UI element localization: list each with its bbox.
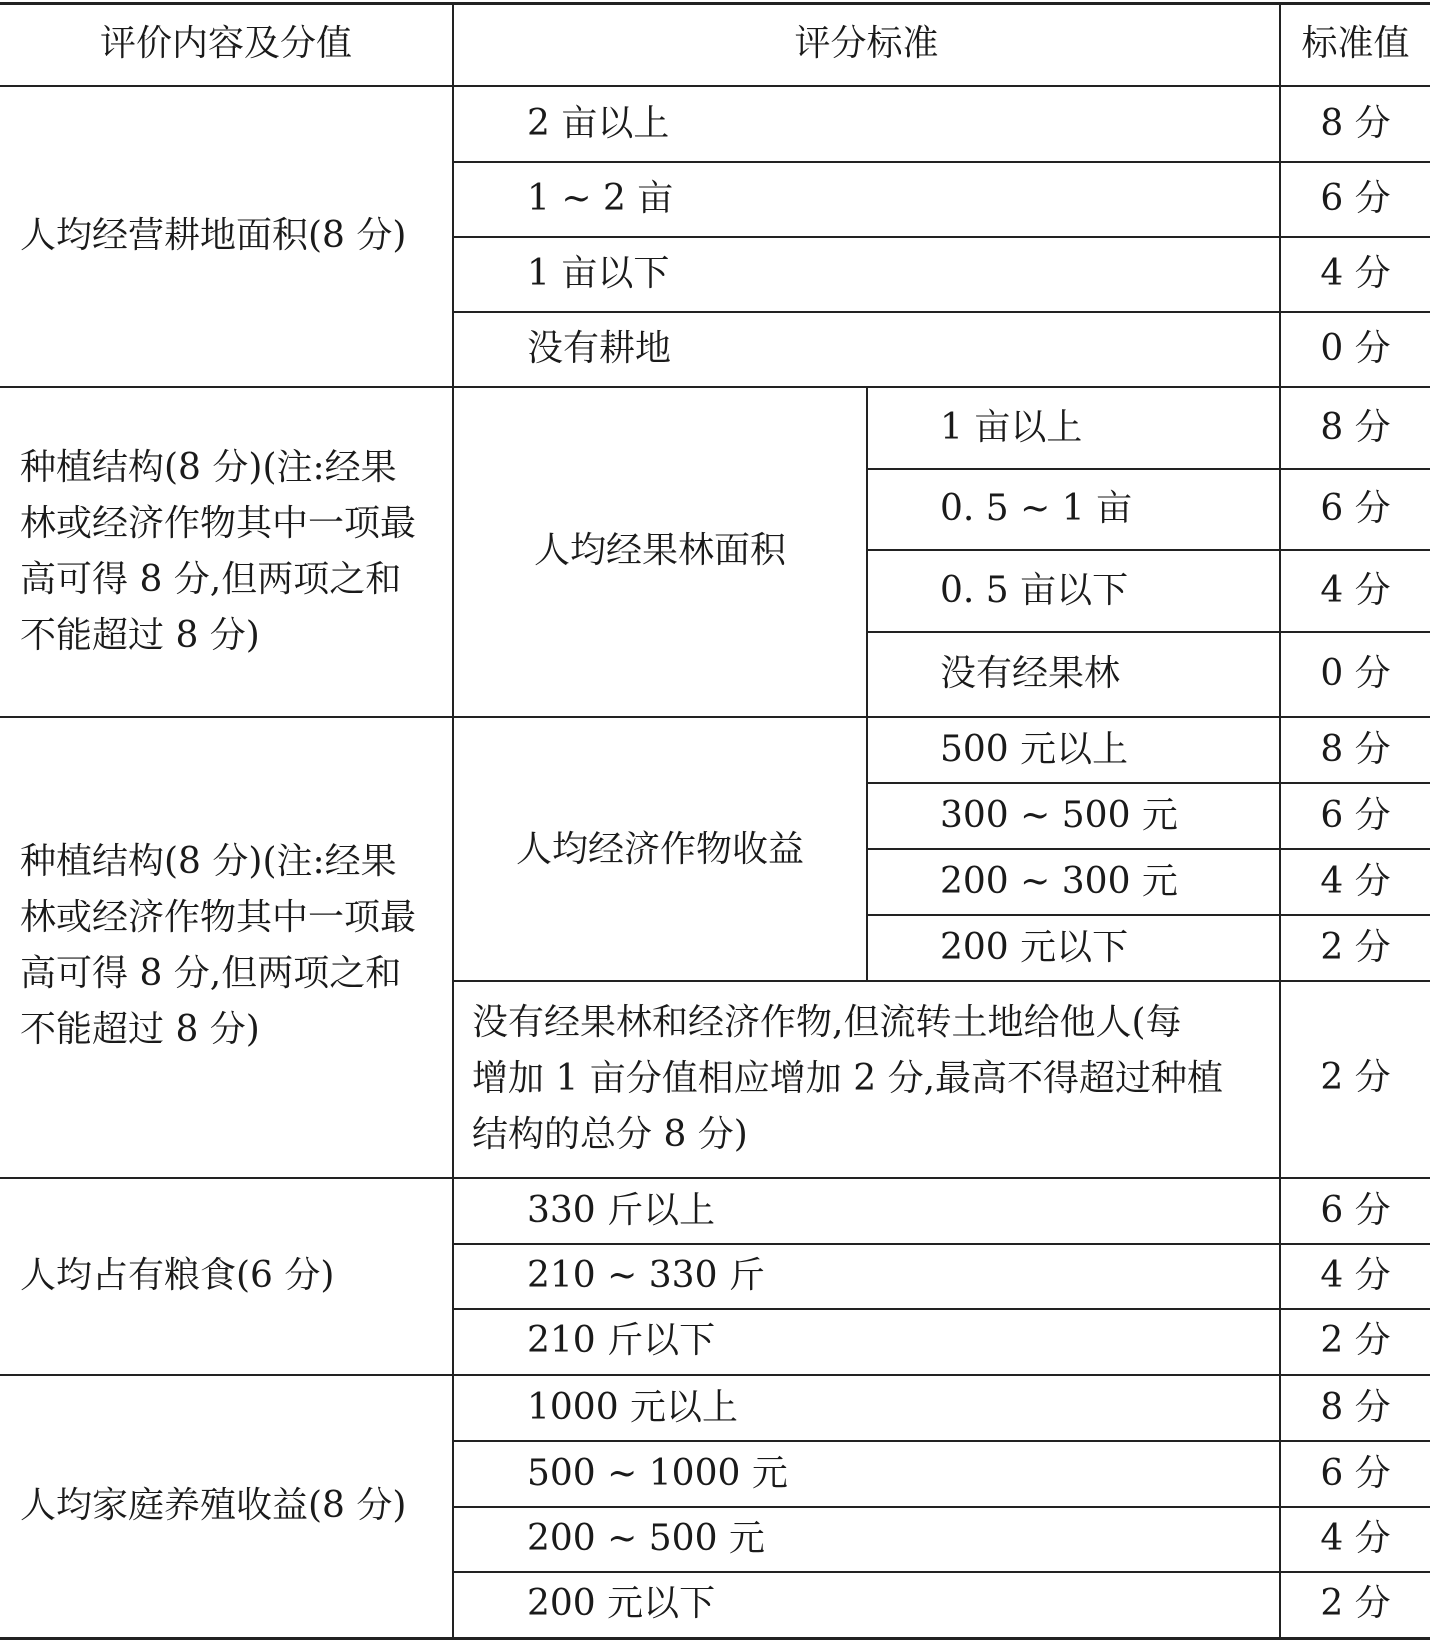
row-rule (453, 236, 1430, 238)
criterion-cell: 1 ~ 2 亩 (527, 178, 674, 219)
row-rule (453, 161, 1430, 163)
score-cell: 4 分 (1320, 1518, 1391, 1559)
sub-criterion-label: 人均经果林面积 (533, 530, 786, 571)
score-cell: 8 分 (1320, 729, 1391, 770)
score-cell: 8 分 (1320, 1387, 1391, 1428)
score-cell: 6 分 (1320, 178, 1391, 219)
row-rule (453, 1308, 1430, 1310)
column-rule (452, 4, 454, 1638)
score-cell: 4 分 (1320, 861, 1391, 902)
row-rule (867, 468, 1430, 470)
criterion-cell: 1000 元以上 (527, 1387, 739, 1428)
criterion-cell: 没有耕地 (527, 328, 672, 369)
score-cell: 4 分 (1320, 570, 1391, 611)
row-rule (867, 782, 1430, 784)
header-standard-value: 标准值 (1301, 23, 1410, 64)
sub-criterion-label: 人均经济作物收益 (515, 829, 804, 870)
section-rule (0, 1374, 1430, 1376)
row-rule (867, 914, 1430, 916)
criterion-cell: 500 元以上 (940, 729, 1129, 770)
row-rule (453, 1571, 1430, 1573)
header-rule (0, 85, 1430, 87)
criterion-cell: 210 ~ 330 斤 (527, 1255, 765, 1296)
row-rule (867, 631, 1430, 633)
score-cell: 0 分 (1320, 328, 1391, 369)
table-top-rule (0, 2, 1430, 5)
criterion-cell: 200 ~ 300 元 (940, 861, 1178, 902)
score-cell: 4 分 (1320, 1255, 1391, 1296)
score-cell: 4 分 (1320, 253, 1391, 294)
row-rule (453, 1440, 1430, 1442)
section-label: 种植结构(8 分)(注:经果 林或经济作物其中一项最 高可得 8 分,但两项之和 不能超过 8 分) (20, 841, 417, 1050)
score-cell: 2 分 (1320, 1583, 1391, 1624)
score-cell: 2 分 (1320, 1057, 1391, 1098)
section-label: 种植结构(8 分)(注:经果 林或经济作物其中一项最 高可得 8 分,但两项之和 不能超过 8 分) (20, 447, 417, 656)
row-rule (867, 848, 1430, 850)
table-bottom-rule (0, 1637, 1430, 1640)
subcolumn-rule (866, 717, 868, 981)
criterion-cell: 500 ~ 1000 元 (527, 1453, 788, 1494)
criterion-cell: 200 元以下 (527, 1583, 716, 1624)
row-rule (453, 980, 1430, 982)
section-rule (0, 386, 1430, 388)
criterion-cell: 2 亩以上 (527, 103, 670, 144)
criterion-cell: 没有经果林 (940, 653, 1121, 694)
section-label: 人均占有粮食(6 分) (20, 1255, 335, 1296)
row-rule (453, 1243, 1430, 1245)
score-cell: 6 分 (1320, 1453, 1391, 1494)
criterion-cell: 0. 5 ~ 1 亩 (940, 488, 1133, 529)
score-cell: 2 分 (1320, 927, 1391, 968)
subcolumn-rule (866, 387, 868, 717)
score-cell: 6 分 (1320, 1190, 1391, 1231)
criterion-cell: 0. 5 亩以下 (940, 570, 1129, 611)
row-rule (867, 549, 1430, 551)
section-label: 人均经营耕地面积(8 分) (20, 215, 407, 256)
criterion-note: 没有经果林和经济作物,但流转土地给他人(每 增加 1 亩分值相应增加 2 分,最高不得超过种植 结构的总分 8 分) (472, 1002, 1224, 1155)
criterion-cell: 200 元以下 (940, 927, 1129, 968)
criterion-cell: 330 斤以上 (527, 1190, 716, 1231)
row-rule (453, 311, 1430, 313)
criterion-cell: 300 ~ 500 元 (940, 795, 1178, 836)
header-scoring-criteria: 评分标准 (794, 23, 939, 64)
score-cell: 8 分 (1320, 407, 1391, 448)
score-cell: 0 分 (1320, 653, 1391, 694)
section-rule (0, 1177, 1430, 1179)
criterion-cell: 1 亩以下 (527, 253, 670, 294)
score-cell: 6 分 (1320, 795, 1391, 836)
score-cell: 8 分 (1320, 103, 1391, 144)
score-cell: 6 分 (1320, 488, 1391, 529)
criterion-cell: 210 斤以下 (527, 1320, 716, 1361)
criterion-cell: 1 亩以上 (940, 407, 1083, 448)
score-cell: 2 分 (1320, 1320, 1391, 1361)
criterion-cell: 200 ~ 500 元 (527, 1518, 765, 1559)
row-rule (453, 1506, 1430, 1508)
section-label: 人均家庭养殖收益(8 分) (20, 1485, 407, 1526)
header-evaluation-content: 评价内容及分值 (99, 23, 352, 64)
section-rule (0, 716, 1430, 718)
